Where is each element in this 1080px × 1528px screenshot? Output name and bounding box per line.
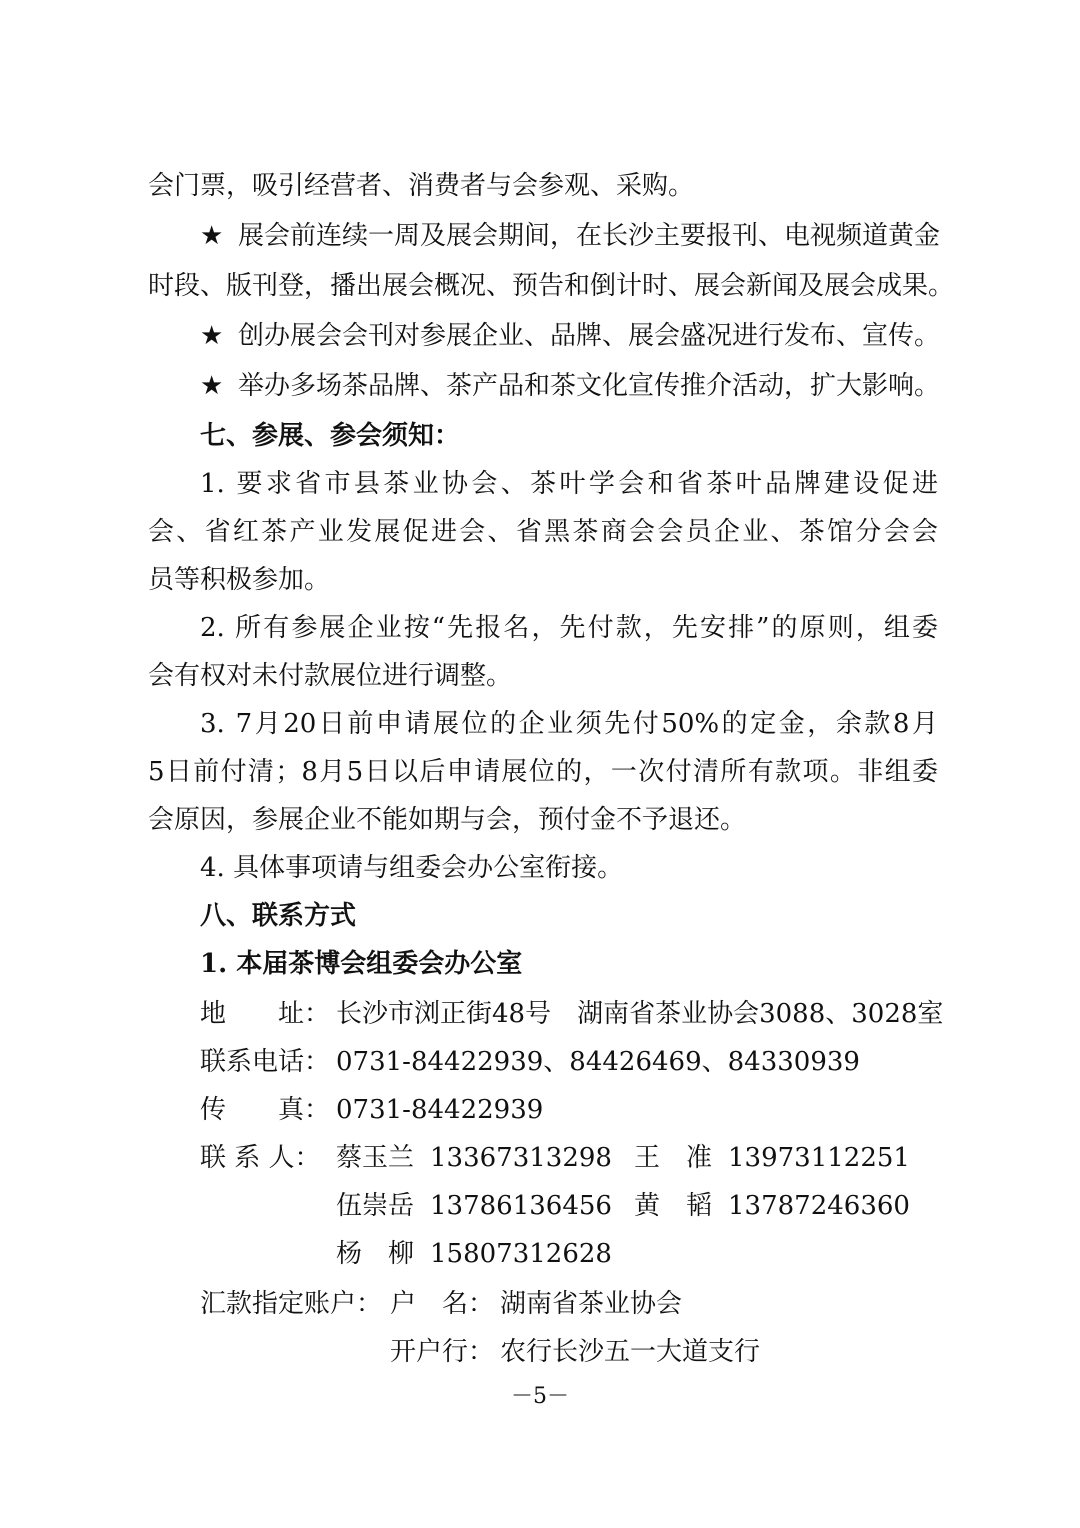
paragraph-line: 会、省红茶产业发展促进会、省黑茶商会会员企业、茶馆分会会 — [148, 517, 938, 547]
star-icon: ★ — [200, 371, 224, 401]
address-value: 长沙市浏正街48号 湖南省茶业协会3088、3028室 — [336, 999, 944, 1029]
contact-person-phone: 13973112251 — [728, 1143, 910, 1173]
contact-person-name: 黄 韬 — [634, 1191, 713, 1221]
sub-heading: 1. 本届茶博会组委会办公室 — [200, 949, 523, 979]
bullet-item — [200, 216, 941, 256]
account-label: 汇款指定账户： — [200, 1289, 383, 1319]
paragraph-line: 会有权对未付款展位进行调整。 — [148, 661, 513, 691]
phone-label: 联系电话： — [200, 1047, 331, 1077]
paragraph-line: 5日前付清；8月5日以后申请展位的，一次付清所有款项。非组委 — [148, 757, 938, 787]
paragraph-line: 3. 7月20日前申请展位的企业须先付50%的定金，余款8月 — [200, 709, 938, 739]
fax-value: 0731-84422939 — [336, 1095, 544, 1125]
paragraph-line: 2. 所有参展企业按“先报名，先付款，先安排”的原则，组委 — [200, 613, 938, 643]
phone-value: 0731-84422939、84426469、84330939 — [336, 1047, 860, 1077]
paragraph-line: 1. 要求省市县茶业协会、茶叶学会和省茶叶品牌建设促进 — [200, 469, 938, 499]
contact-person-label: 联 系 人： — [200, 1143, 321, 1173]
page-number: －5－ — [511, 1384, 569, 1409]
star-icon: ★ — [200, 321, 224, 351]
account-name-value: 湖南省茶业协会 — [500, 1289, 683, 1319]
contact-person-phone: 13786136456 — [430, 1191, 612, 1221]
contact-person-phone: 15807312628 — [430, 1239, 612, 1269]
paragraph-line: 4. 具体事项请与组委会办公室衔接。 — [200, 853, 624, 883]
contact-person-name: 蔡玉兰 — [336, 1143, 415, 1173]
account-name-label: 户 名： — [390, 1289, 495, 1319]
bullet-item — [200, 366, 941, 406]
fax-label: 传 真： — [200, 1095, 331, 1125]
bullet-text: 创办展会会刊对参展企业、品牌、展会盛况进行发布、宣传。 — [238, 321, 941, 351]
section-heading: 八、联系方式 — [200, 901, 357, 931]
paragraph-line: 会门票，吸引经营者、消费者与会参观、采购。 — [148, 171, 695, 201]
bullet-text: 举办多场茶品牌、茶产品和茶文化宣传推介活动，扩大影响。 — [238, 371, 941, 401]
bullet-text: 展会前连续一周及展会期间，在长沙主要报刊、电视频道黄金 — [238, 221, 941, 251]
bank-label: 开户行： — [390, 1337, 495, 1367]
contact-person-phone: 13367313298 — [430, 1143, 612, 1173]
contact-person-name: 伍崇岳 — [336, 1191, 415, 1221]
bank-value: 农行长沙五一大道支行 — [500, 1337, 761, 1367]
star-icon: ★ — [200, 221, 224, 251]
contact-person-phone: 13787246360 — [728, 1191, 910, 1221]
paragraph-line: 员等积极参加。 — [148, 565, 331, 595]
bullet-item — [200, 316, 941, 356]
contact-person-name: 杨 柳 — [336, 1239, 415, 1269]
paragraph-line: 时段、版刊登，播出展会概况、预告和倒计时、展会新闻及展会成果。 — [148, 271, 955, 301]
section-heading: 七、参展、参会须知： — [200, 421, 461, 451]
paragraph-line: 会原因，参展企业不能如期与会，预付金不予退还。 — [148, 805, 747, 835]
address-label: 地 址： — [200, 999, 331, 1029]
contact-person-name: 王 准 — [634, 1143, 713, 1173]
